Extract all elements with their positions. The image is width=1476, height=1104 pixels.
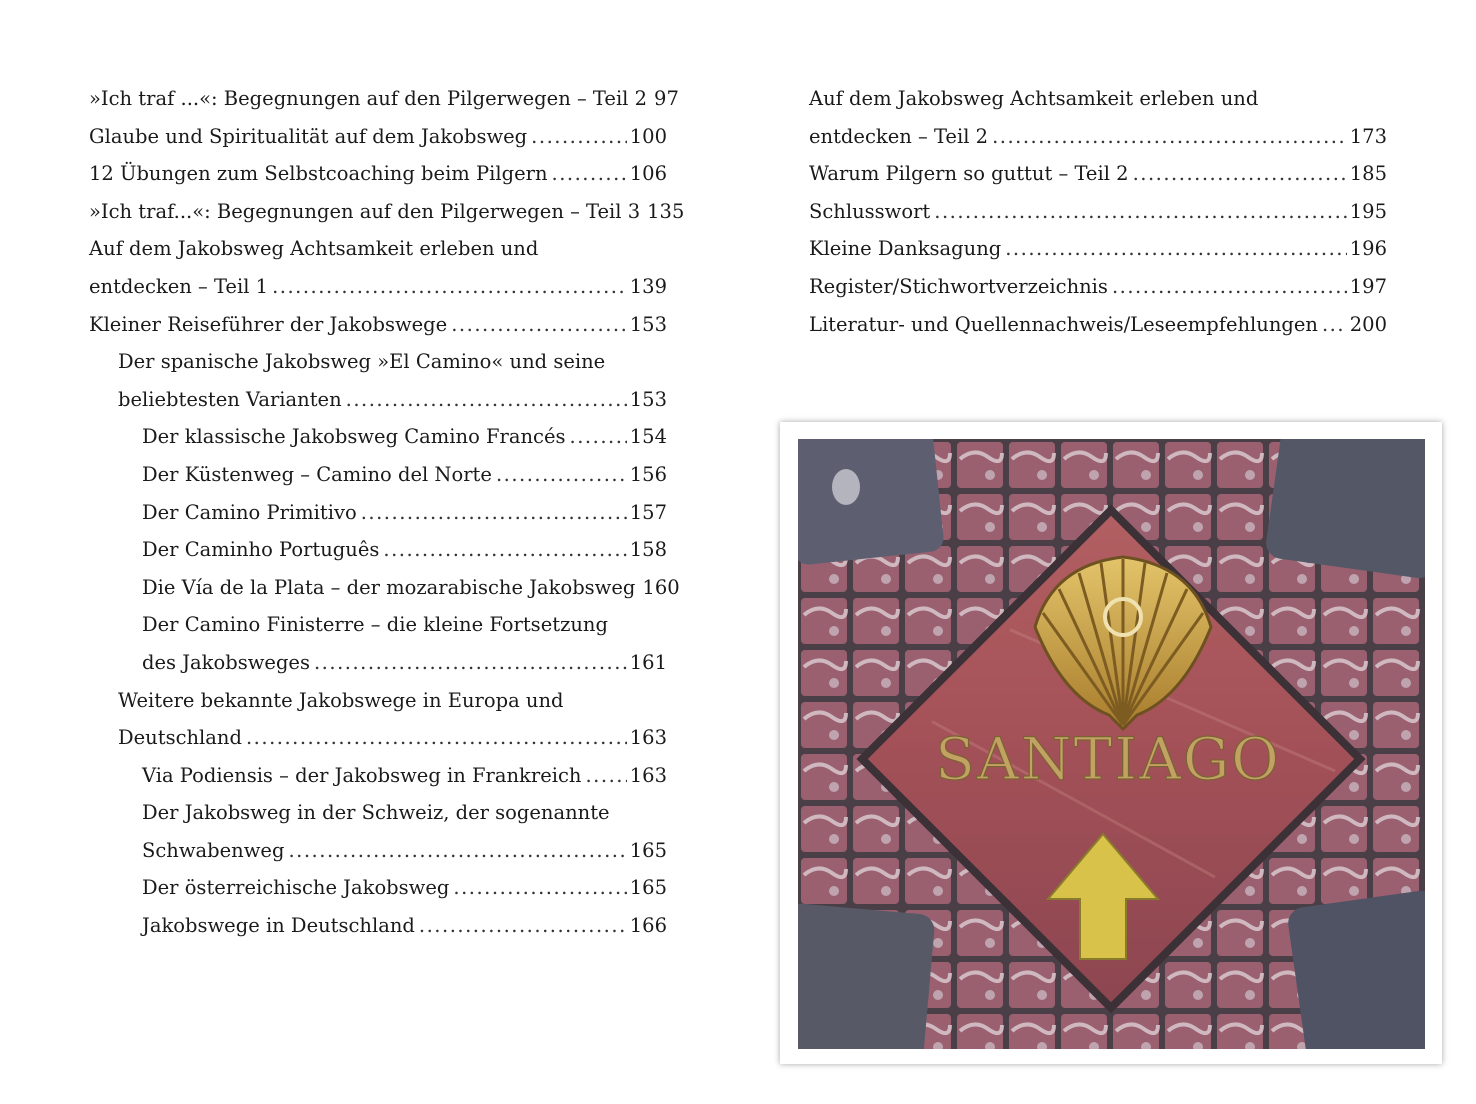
dot-leader [272,268,627,306]
dot-leader [552,155,627,193]
dot-leader [451,306,627,344]
toc-entry [89,456,667,494]
toc-entry-page: 160 [642,575,680,599]
toc-entry-page: 158 [629,538,667,562]
toc-entry [89,494,667,532]
toc-entry [809,118,1387,156]
toc-entry [89,381,667,419]
toc-entry [89,606,667,644]
dot-leader [1322,306,1347,344]
toc-entry-page: 200 [1349,312,1387,336]
toc-entry-title: Der spanische Jakobsweg »El Camino« und seine [118,350,606,374]
santiago-marker-photo [798,439,1425,1049]
toc-entry [809,230,1387,268]
dot-leader [383,531,626,569]
toc-entry [89,794,667,832]
santiago-marker-illustration [798,439,1425,1049]
toc-entry-page: 165 [629,838,667,862]
dot-leader [934,193,1347,231]
toc-entry [89,80,679,118]
dot-leader [288,832,626,870]
toc-entry-title: Weitere bekannte Jakobswege in Europa und [118,688,564,712]
toc-entry-title: des Jakobsweges [142,650,310,674]
dot-leader [246,719,627,757]
dot-leader [531,118,627,156]
dot-leader [361,494,627,532]
toc-entry-page: 106 [629,162,667,186]
toc-entry [89,118,667,156]
toc-entry-page: 161 [629,650,667,674]
toc-entry [809,80,1387,118]
toc-entry-title: Register/Stichwortverzeichnis [809,274,1108,298]
toc-entry-title: Literatur- und Quellennachweis/Leseempfehlungen [809,312,1318,336]
toc-entry-page: 153 [629,312,667,336]
dot-leader [314,644,627,682]
toc-entry [809,268,1387,306]
toc-entry-page: 153 [629,387,667,411]
toc-entry-page: 154 [629,425,667,449]
toc-entry [89,832,667,870]
toc-entry [89,719,667,757]
toc-entry-title: Deutschland [118,726,242,750]
toc-entry [89,230,667,268]
toc-entry [89,569,680,607]
toc-entry-title: beliebtesten Varianten [118,387,342,411]
toc-entry [89,418,667,456]
toc-entry-title: Der klassische Jakobsweg Camino Francés [142,425,566,449]
toc-entry-page: 185 [1349,162,1387,186]
toc-left-column [89,80,685,945]
toc-entry-page: 163 [629,763,667,787]
dot-leader [570,418,627,456]
toc-entry [89,531,667,569]
toc-entry-page: 97 [654,87,679,110]
cobblestone [1286,889,1425,1049]
dot-leader [346,381,627,419]
toc-entry-page: 197 [1349,274,1387,298]
dot-leader [1005,230,1347,268]
toc-entry-title: entdecken – Teil 1 [89,274,269,298]
toc-entry [89,155,667,193]
toc-entry [89,306,667,344]
toc-entry-page: 163 [629,726,667,750]
toc-entry-page: 165 [629,876,667,900]
toc-entry [89,907,667,945]
toc-entry-page: 135 [647,199,685,223]
toc-entry [89,682,667,720]
toc-entry [809,155,1387,193]
dot-leader [585,757,626,795]
toc-entry-title: Jakobswege in Deutschland [142,914,415,938]
toc-entry [809,193,1387,231]
toc-entry-title: Der Camino Finisterre – die kleine Fortsetzung [142,613,608,637]
toc-entry-page: 100 [629,124,667,148]
cobblestone [798,902,936,1049]
toc-entry-title: Schlusswort [809,199,931,223]
cobblestone [798,439,945,566]
toc-entry [89,869,667,907]
cobblestone [1264,439,1425,580]
toc-entry-title: Der Jakobsweg in der Schweiz, der sogenannte [142,801,610,825]
toc-entry-page: 195 [1349,199,1387,223]
toc-entry-title: Kleine Danksagung [809,237,1002,261]
toc-entry [89,644,667,682]
dot-leader [419,907,627,945]
dot-leader [496,456,627,494]
dot-leader [1133,155,1347,193]
toc-entry-page: 156 [629,462,667,486]
toc-entry [89,757,667,795]
toc-entry-title: Der Küstenweg – Camino del Norte [142,462,492,486]
toc-entry-title: Auf dem Jakobsweg Achtsamkeit erleben und [89,237,539,261]
toc-entry-title: entdecken – Teil 2 [809,124,989,148]
toc-entry [89,343,667,381]
toc-entry-title: Der Caminho Português [142,538,380,562]
toc-entry-title: Der österreichische Jakobsweg [142,876,450,900]
toc-entry [89,268,667,306]
toc-entry-title: Kleiner Reiseführer der Jakobswege [89,312,448,336]
dot-leader [1112,268,1347,306]
toc-entry-title: Via Podiensis – der Jakobsweg in Frankreich [142,763,582,787]
santiago-inscription: SANTIAGO [935,725,1281,793]
toc-entry-title: Auf dem Jakobsweg Achtsamkeit erleben und [809,87,1259,110]
santiago-photo-frame [780,422,1442,1064]
toc-entry-title: Schwabenweg [142,838,285,862]
toc-entry-title: Warum Pilgern so guttut – Teil 2 [809,162,1129,186]
toc-entry-page: 139 [629,274,667,298]
toc-entry-title: Glaube und Spiritualität auf dem Jakobsweg [89,124,528,148]
toc-entry [809,306,1387,344]
dot-leader [453,869,626,907]
toc-entry-title: »Ich traf ...«: Begegnungen auf den Pilgerwegen – Teil 2 [89,87,648,110]
toc-entry-page: 196 [1349,237,1387,261]
toc-entry-page: 173 [1349,124,1387,148]
toc-entry-page: 166 [629,914,667,938]
toc-entry-title: »Ich traf...«: Begegnungen auf den Pilgerwegen – Teil 3 [89,199,641,223]
toc-entry-title: Die Vía de la Plata – der mozarabische Jakobsweg [142,575,636,599]
toc-entry [89,193,685,231]
dot-leader [992,118,1347,156]
toc-entry-title: 12 Übungen zum Selbstcoaching beim Pilgern [89,162,548,186]
toc-entry-page: 157 [629,500,667,524]
toc-entry-title: Der Camino Primitivo [142,500,357,524]
toc-right-column [809,80,1387,343]
